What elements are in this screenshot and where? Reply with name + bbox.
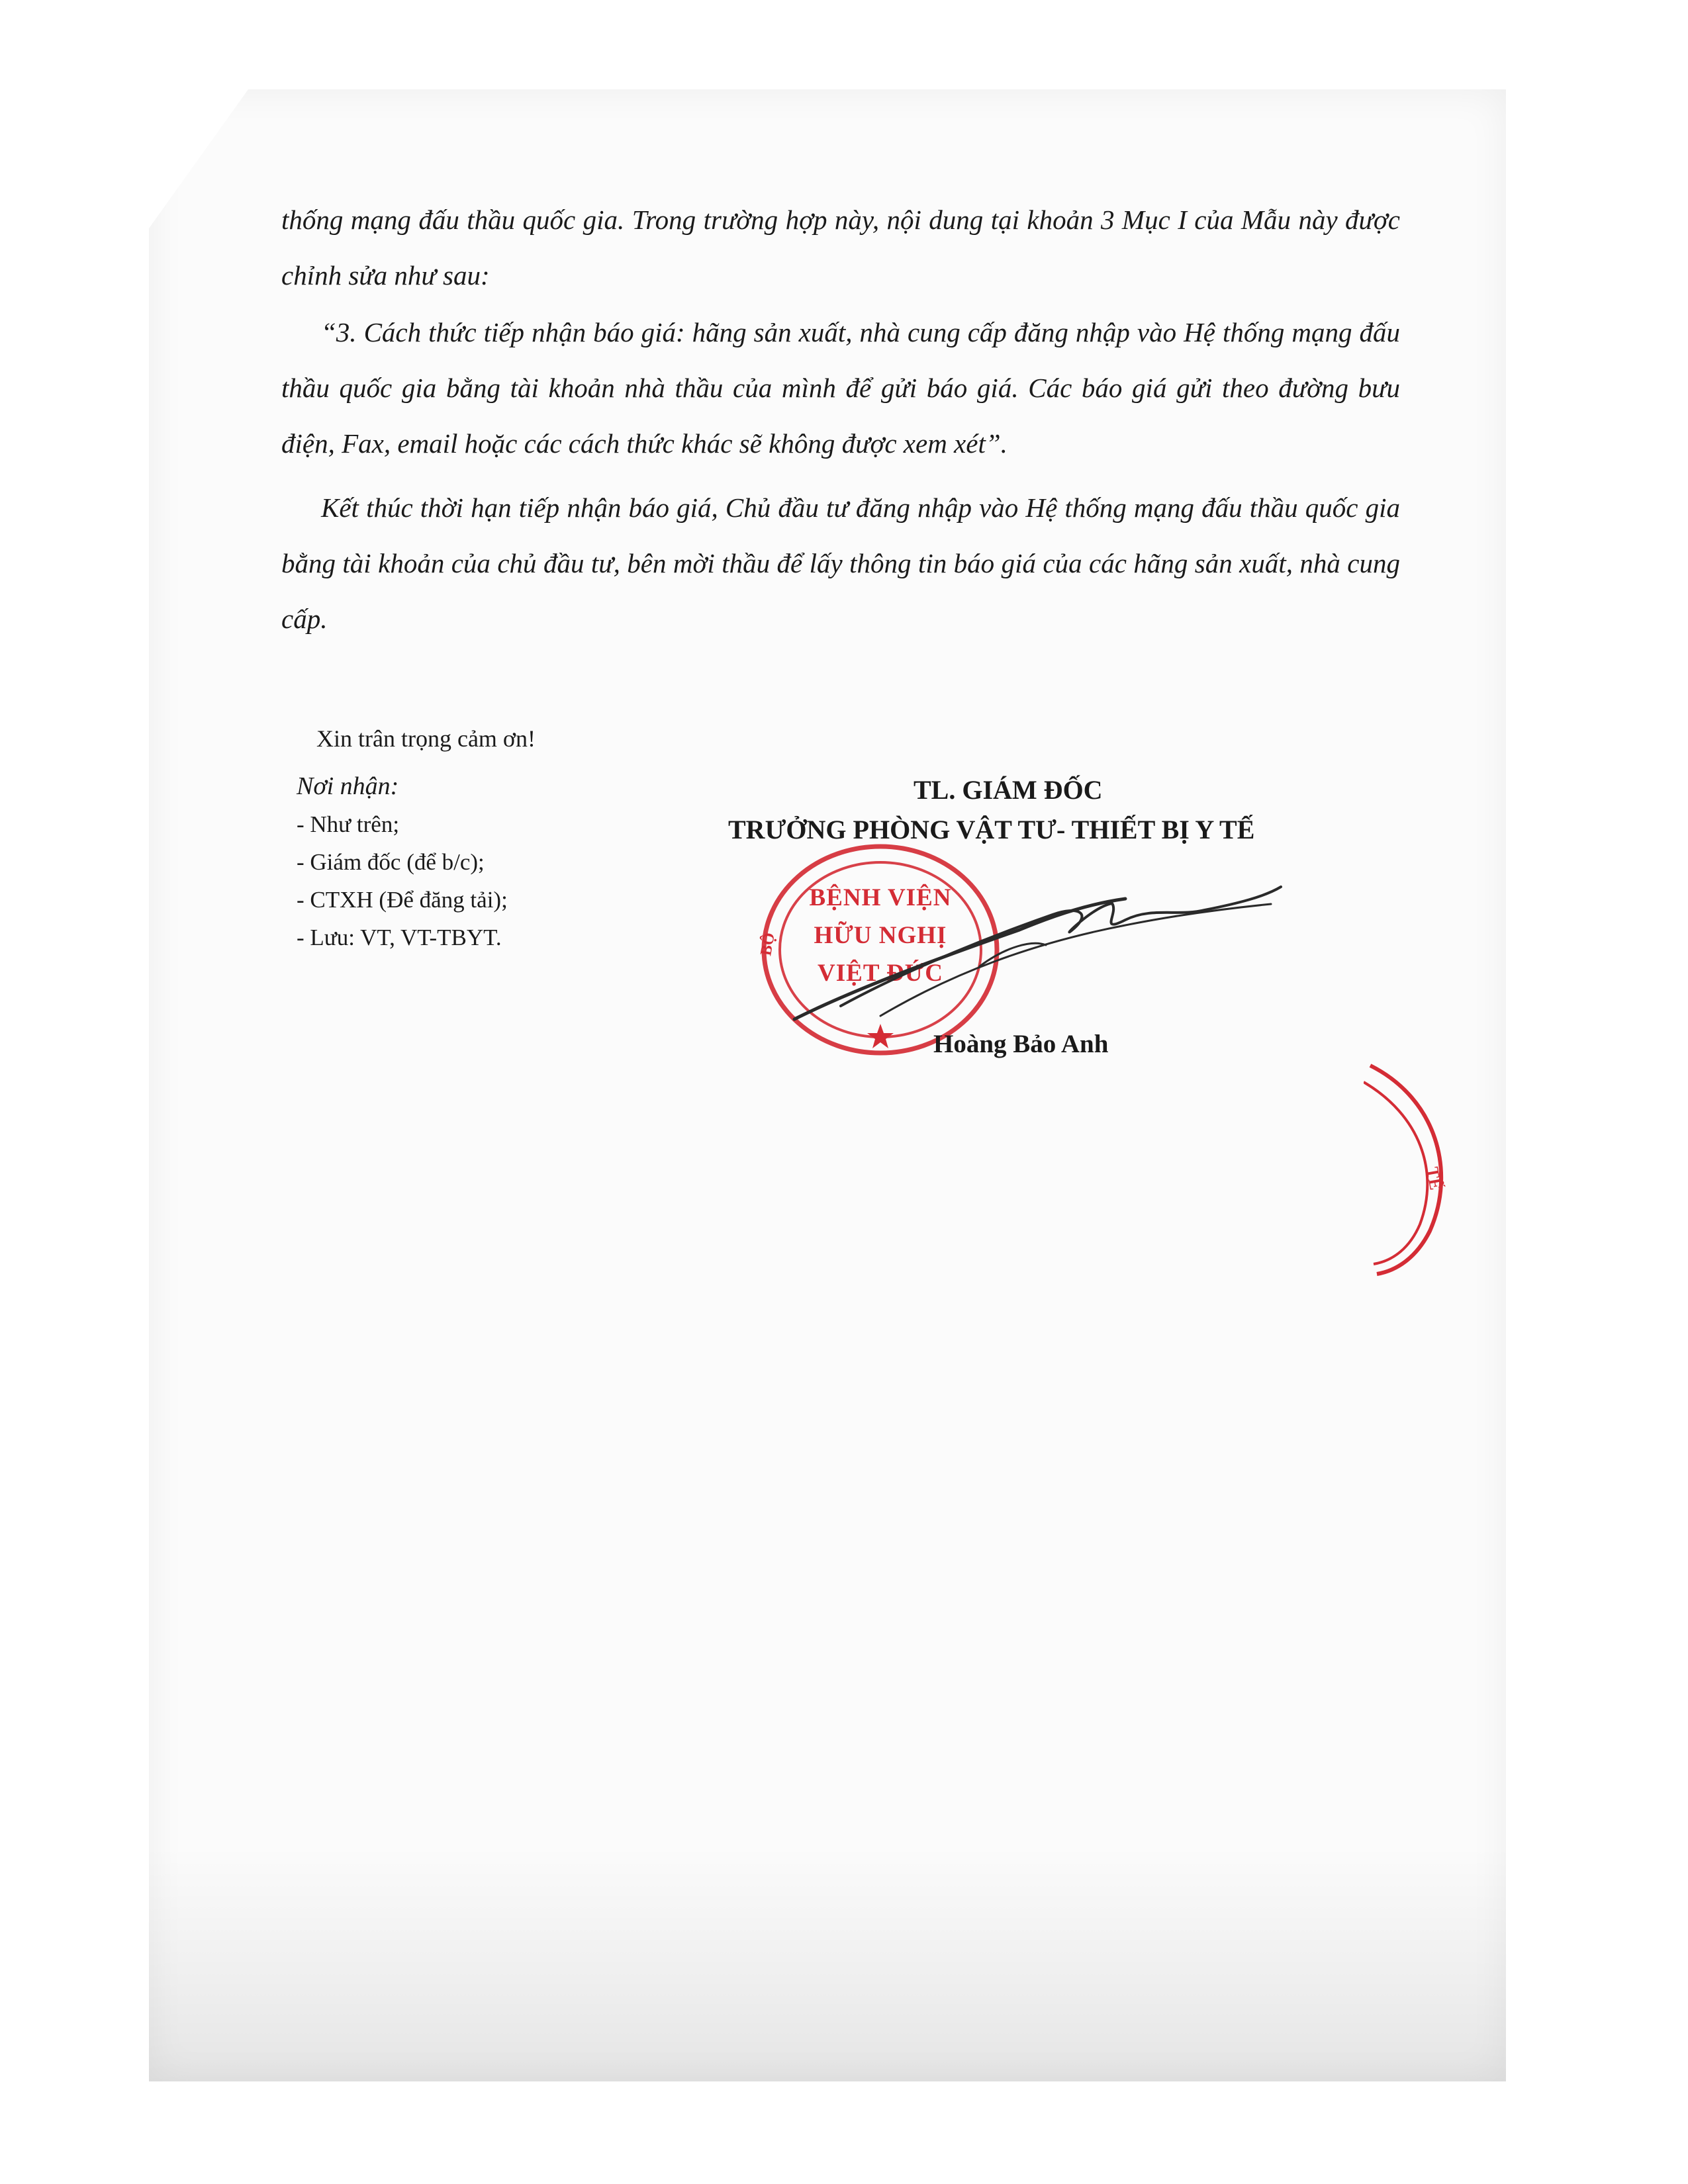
handwritten-signature [781,867,1284,1039]
recipient-item: - Như trên; [297,811,400,837]
paragraph-3: Kết thúc thời hạn tiếp nhận báo giá, Chủ đầu tư đăng nhập vào Hệ thống mạng đấu thầu quốc gia bằng tài khoản của chủ đầu tư, bên mời thầu để lấy thông tin báo giá của các hãng sản xuất, nhà cung cấp. [281,492,1400,634]
seal-text-line: BỆNH VIỆN [809,884,952,911]
signature-department: TRƯỞNG PHÒNG VẬT TƯ- THIẾT BỊ Y TẾ [728,815,1255,844]
signer-name: Hoàng Bảo Anh [933,1030,1109,1058]
recipients-title: Nơi nhận: [297,772,399,800]
partial-seal [1364,1052,1463,1277]
paragraph-1: thống mạng đấu thầu quốc gia. Trong trường hợp này, nội dung tại khoản 3 Mục I của Mẫu này được chỉnh sửa như sau: [281,205,1400,291]
seal-rim-text: BỘ [757,931,778,958]
recipient-item: - Lưu: VT, VT-TBYT. [297,925,502,950]
closing-line: Xin trân trọng cảm ơn! [316,725,536,752]
recipient-item: - Giám đốc (để b/c); [297,849,485,875]
seal-text-line: VIỆT ĐỨC [818,960,943,987]
folded-corner [149,89,248,228]
recipients-block [297,768,508,956]
partial-seal-text: TẾ [1423,1165,1446,1192]
recipient-item: - CTXH (Để đăng tải); [297,887,508,913]
page-shadow [149,1846,1506,2081]
seal-text-line: HỮU NGHỊ [814,922,947,949]
signature-title: TL. GIÁM ĐỐC [914,775,1103,805]
recipients-list [297,805,508,956]
paragraph-2: “3. Cách thức tiếp nhận báo giá: hãng sản xuất, nhà cung cấp đăng nhập vào Hệ thống mạng đấu thầu quốc gia bằng tài khoản nhà thầu của mình để gửi báo giá. Các báo giá gửi theo đường bưu điện, Fax, email hoặc các cách thức khác sẽ không được xem xét”. [281,317,1400,459]
